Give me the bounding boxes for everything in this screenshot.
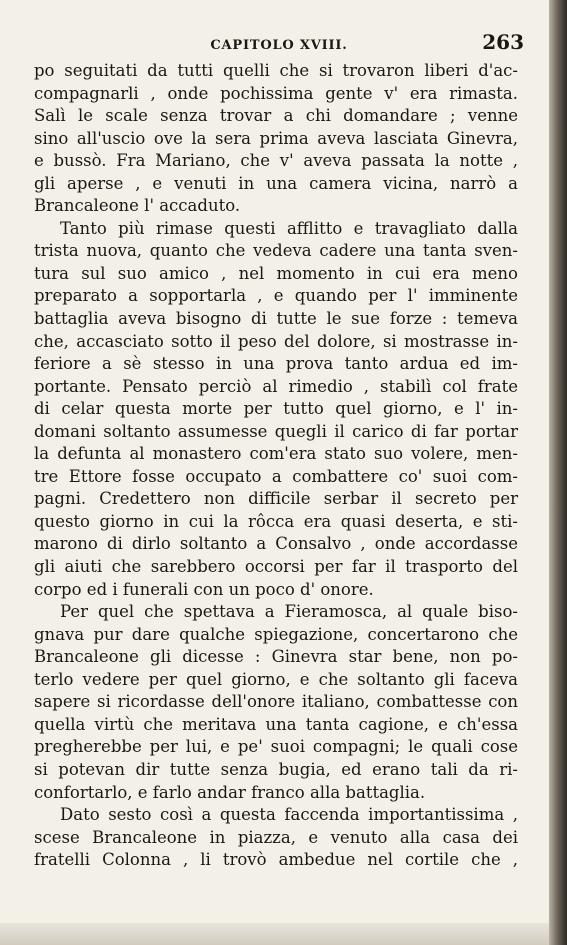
- text-line: marono di dirlo soltanto a Consalvo , onde accordasse: [34, 534, 518, 554]
- text-line: terlo vedere per quel giorno, e che soltanto gli faceva: [34, 669, 518, 689]
- text-line: preparato a sopportarla , e quando per l' imminente: [34, 286, 518, 306]
- text-line: Tanto più rimase questi afflitto e travagliato dalla: [60, 218, 518, 238]
- running-head: CAPITOLO XVIII.: [210, 38, 348, 53]
- text-line: battaglia aveva bisogno di tutte le sue forze : temeva: [34, 309, 518, 329]
- text-line: domani soltanto assumesse quegli il carico di far portar: [34, 421, 518, 441]
- text-line: confortarlo, e farlo andar franco alla battaglia.: [34, 782, 426, 802]
- text-line: questo giorno in cui la rôcca era quasi deserta, e sti-: [34, 511, 518, 531]
- text-line: compagnarli , onde pochissima gente v' era rimasta.: [34, 83, 518, 103]
- text-line: po seguitati da tutti quelli che si trovaron liberi d'ac-: [34, 61, 518, 80]
- page-bottom-edge: [0, 923, 567, 945]
- text-line: portante. Pensato perciò al rimedio , stabilì col frate: [34, 376, 518, 396]
- text-line: corpo ed i funerali con un poco d' onore.: [34, 579, 374, 599]
- body-text: [34, 60, 518, 872]
- text-line: gnava pur dare qualche spiegazione, concertarono che: [34, 624, 518, 644]
- text-line: pregherebbe per lui, e pe' suoi compagni; le quali cose: [34, 737, 518, 757]
- text-line: sapere si ricordasse dell'onore italiano, combattesse con: [34, 692, 518, 712]
- text-line: sino all'uscio ove la sera prima aveva lasciata Ginevra,: [34, 128, 518, 148]
- text-line: feriore a sè stesso in una prova tanto ardua ed im-: [34, 354, 518, 374]
- text-line: la defunta al monastero com'era stato suo volere, men-: [34, 444, 518, 464]
- book-spine-shadow: [549, 0, 567, 945]
- text-line: Dato sesto così a questa faccenda importantissima ,: [60, 805, 518, 825]
- text-line: Brancaleone gli dicesse : Ginevra star bene, non po-: [34, 647, 518, 667]
- text-line: gli aiuti che sarebbero occorsi per far il trasporto del: [34, 557, 518, 577]
- text-line: trista nuova, quanto che vedeva cadere una tanta sven-: [34, 241, 518, 261]
- text-line: e bussò. Fra Mariano, che v' aveva passata la notte ,: [34, 151, 518, 171]
- text-line: di celar questa morte per tutto quel giorno, e l' in-: [34, 399, 518, 419]
- text-line: Salì le scale senza trovar a chi domandare ; venne: [34, 106, 518, 126]
- text-line: tura sul suo amico , nel momento in cui era meno: [34, 263, 518, 283]
- text-line: Brancaleone l' accaduto.: [34, 196, 241, 216]
- text-line: gli aperse , e venuti in una camera vicina, narrò a: [34, 173, 518, 193]
- text-line: scese Brancaleone in piazza, e venuto alla casa dei: [34, 827, 518, 847]
- text-line: si potevan dir tutte senza bugia, ed erano tali da ri-: [34, 759, 518, 779]
- page-number: 263: [482, 30, 524, 54]
- text-line: che, accasciato sotto il peso del dolore, si mostrasse in-: [34, 331, 518, 351]
- text-line: Per quel che spettava a Fieramosca, al quale biso-: [60, 602, 518, 622]
- text-line: pagni. Credettero non difficile serbar il secreto per: [34, 489, 518, 509]
- text-line: tre Ettore fosse occupato a combattere co' suoi com-: [34, 466, 518, 486]
- text-line: fratelli Colonna , li trovò ambedue nel cortile che ,: [34, 850, 518, 870]
- page-header: [34, 30, 524, 60]
- text-line: quella virtù che meritava una tanta cagione, e ch'essa: [34, 714, 518, 734]
